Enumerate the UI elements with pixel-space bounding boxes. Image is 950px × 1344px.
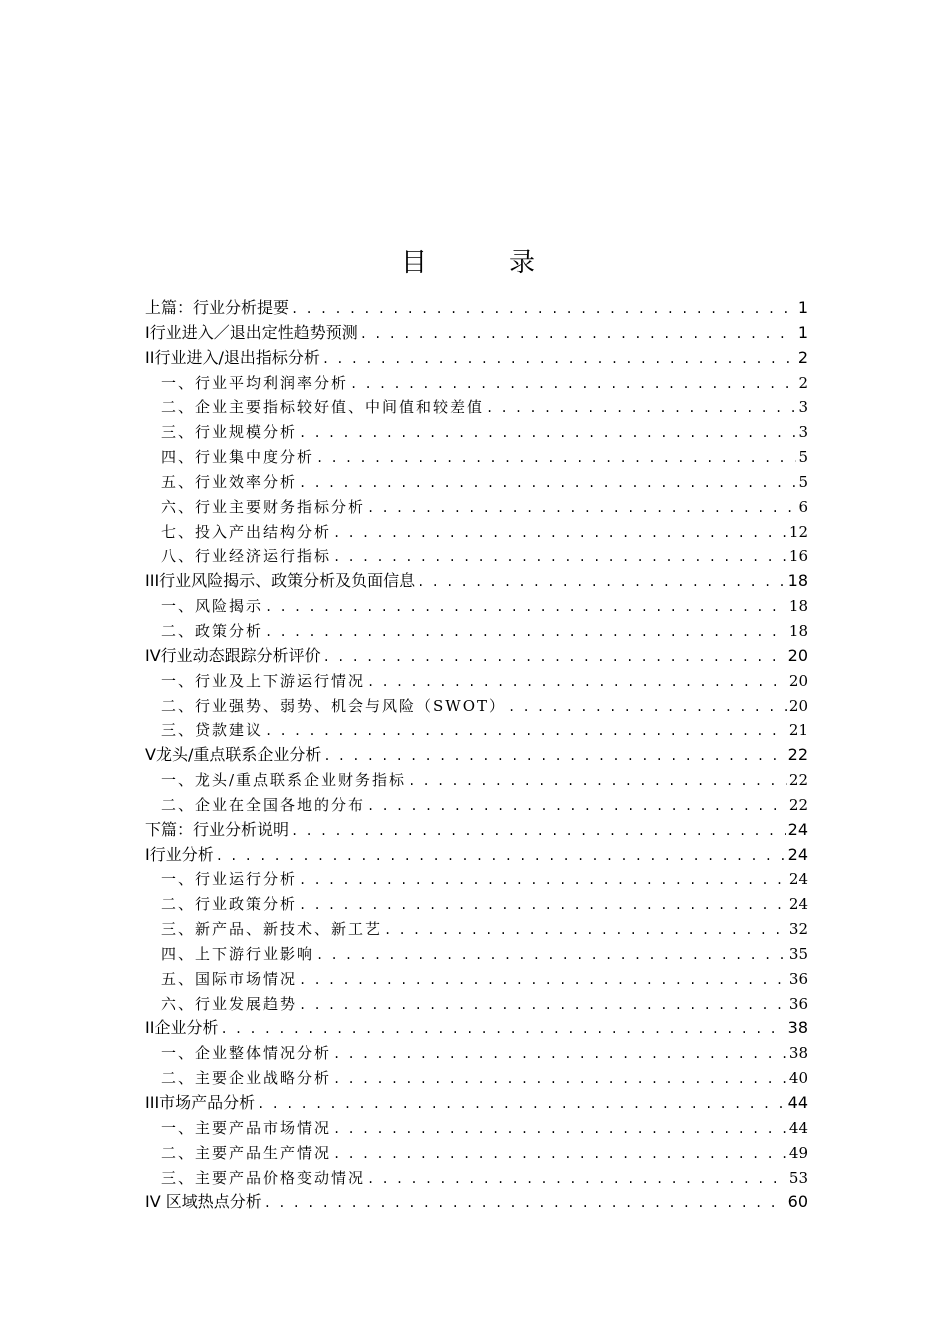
toc-entry-label: 二、政策分析 <box>161 621 264 640</box>
toc-entry[interactable] <box>145 569 808 594</box>
toc-dot-leader <box>299 420 796 445</box>
toc-entry[interactable] <box>145 1141 808 1166</box>
toc-entry-label: I行业分析 <box>145 844 214 864</box>
toc-entry-label: V龙头/重点联系企业分析 <box>145 745 322 765</box>
toc-dot-leader <box>508 694 787 719</box>
toc-page-number: 53 <box>788 1168 808 1187</box>
toc-dot-leader <box>360 321 796 346</box>
toc-entry-label: 一、风险揭示 <box>161 597 264 616</box>
toc-entry[interactable] <box>145 296 808 321</box>
toc-page-number: 21 <box>788 721 808 740</box>
toc-page-number: 32 <box>788 920 808 939</box>
toc-entry[interactable] <box>145 1091 808 1116</box>
toc-page-number: 6 <box>798 497 808 516</box>
toc-entry[interactable] <box>145 470 808 495</box>
toc-entry[interactable] <box>145 371 808 396</box>
toc-dot-leader <box>367 495 796 520</box>
toc-dot-leader <box>350 371 796 396</box>
toc-page-number: 44 <box>788 1118 808 1137</box>
toc-page-number: 22 <box>788 795 808 814</box>
toc-dot-leader <box>291 296 796 321</box>
toc-page-number: 35 <box>788 944 808 963</box>
toc-entry-label: 四、上下游行业影响 <box>161 944 315 963</box>
toc-entry-label: IV行业动态跟踪分析评价 <box>145 645 321 665</box>
toc-dot-leader <box>291 818 786 843</box>
toc-entry[interactable] <box>145 1190 808 1215</box>
toc-entry[interactable] <box>145 395 808 420</box>
toc-dot-leader <box>333 1041 787 1066</box>
toc-entry-label: 三、新产品、新技术、新工艺 <box>161 920 383 939</box>
toc-page-number: 18 <box>788 597 808 616</box>
toc-entry-label: 三、行业规模分析 <box>161 423 298 442</box>
toc-page-number: 60 <box>787 1192 808 1212</box>
toc-dot-leader <box>408 768 787 793</box>
toc-entry[interactable] <box>145 843 808 868</box>
toc-entry-label: 下篇：行业分析说明 <box>145 819 290 839</box>
toc-dot-leader <box>299 967 787 992</box>
toc-entry[interactable] <box>145 867 808 892</box>
table-of-contents <box>145 296 808 1215</box>
toc-page-number: 3 <box>798 398 808 417</box>
toc-entry[interactable] <box>145 594 808 619</box>
toc-entry-label: 二、行业强势、弱势、机会与风险（SWOT） <box>161 696 506 715</box>
toc-page-number: 20 <box>787 645 808 665</box>
toc-dot-leader <box>367 1166 787 1191</box>
toc-page-number: 49 <box>788 1143 808 1162</box>
toc-page-number: 5 <box>798 472 808 491</box>
toc-entry-label: 二、企业主要指标较好值、中间值和较差值 <box>161 398 485 417</box>
toc-page-number: 24 <box>787 819 808 839</box>
toc-entry[interactable] <box>145 1066 808 1091</box>
toc-entry-label: III市场产品分析 <box>145 1093 256 1112</box>
toc-dot-leader <box>299 992 787 1017</box>
toc-entry-label: 三、主要产品价格变动情况 <box>161 1168 366 1187</box>
toc-dot-leader <box>265 619 787 644</box>
toc-entry[interactable] <box>145 346 808 371</box>
toc-entry[interactable] <box>145 420 808 445</box>
toc-entry-label: 上篇：行业分析提要 <box>145 298 290 317</box>
toc-dot-leader <box>367 669 787 694</box>
toc-entry-label: 五、行业效率分析 <box>161 472 298 491</box>
toc-dot-leader <box>264 1190 786 1215</box>
toc-entry[interactable] <box>145 1166 808 1191</box>
toc-entry[interactable] <box>145 768 808 793</box>
toc-entry-label: II企业分析 <box>145 1018 219 1038</box>
toc-entry[interactable] <box>145 1041 808 1066</box>
toc-entry-label: 二、主要产品生产情况 <box>161 1143 332 1162</box>
toc-entry-label: 一、龙头/重点联系企业财务指标 <box>161 771 407 790</box>
toc-page-number: 22 <box>788 771 808 790</box>
toc-dot-leader <box>265 594 787 619</box>
toc-entry-label: 八、行业经济运行指标 <box>161 547 332 566</box>
toc-entry-label: 四、行业集中度分析 <box>161 448 315 467</box>
toc-page-number: 1 <box>797 298 808 317</box>
toc-dot-leader <box>322 346 796 371</box>
toc-entry-label: I行业进入／退出定性趋势预测 <box>145 322 358 342</box>
toc-dot-leader <box>333 1141 787 1166</box>
toc-page-number: 5 <box>798 448 808 467</box>
toc-page-number: 2 <box>798 373 808 392</box>
toc-page-number: 40 <box>788 1069 808 1088</box>
toc-entry[interactable] <box>145 718 808 743</box>
toc-entry[interactable] <box>145 1116 808 1141</box>
toc-entry-label: 二、行业政策分析 <box>161 895 298 914</box>
toc-entry[interactable] <box>145 942 808 967</box>
toc-page-number: 38 <box>787 1018 808 1038</box>
toc-dot-leader <box>323 644 786 669</box>
toc-entry-label: IV 区域热点分析 <box>145 1192 262 1212</box>
toc-page-number: 18 <box>787 571 808 591</box>
toc-dot-leader <box>384 917 787 942</box>
toc-page-number: 3 <box>798 423 808 442</box>
toc-page-number: 22 <box>787 745 808 765</box>
toc-dot-leader <box>333 520 787 545</box>
toc-page-number: 16 <box>788 547 808 566</box>
toc-dot-leader <box>316 942 787 967</box>
toc-dot-leader <box>333 544 787 569</box>
toc-entry-label: II行业进入/退出指标分析 <box>145 347 320 367</box>
toc-entry[interactable] <box>145 967 808 992</box>
toc-page-number: 38 <box>788 1044 808 1063</box>
toc-entry-label: 一、行业运行分析 <box>161 870 298 889</box>
toc-entry[interactable] <box>145 644 808 669</box>
toc-entry-label: 二、企业在全国各地的分布 <box>161 795 366 814</box>
toc-entry-label: 三、贷款建议 <box>161 721 264 740</box>
toc-page-number: 20 <box>788 696 808 715</box>
toc-dot-leader <box>299 892 787 917</box>
toc-dot-leader <box>299 867 787 892</box>
toc-entry[interactable] <box>145 619 808 644</box>
toc-page-number: 12 <box>788 522 808 541</box>
toc-page-number: 44 <box>787 1093 808 1112</box>
toc-entry-label: 六、行业发展趋势 <box>161 994 298 1013</box>
toc-entry-label: III行业风险揭示、政策分析及负面信息 <box>145 571 416 591</box>
toc-dot-leader <box>333 1066 787 1091</box>
toc-entry[interactable] <box>145 793 808 818</box>
toc-page-number: 24 <box>788 870 808 889</box>
toc-page-number: 24 <box>788 895 808 914</box>
toc-entry-label: 一、行业及上下游运行情况 <box>161 671 366 690</box>
toc-entry-label: 七、投入产出结构分析 <box>161 522 332 541</box>
toc-entry[interactable] <box>145 669 808 694</box>
toc-entry[interactable] <box>145 495 808 520</box>
toc-entry-label: 一、企业整体情况分析 <box>161 1044 332 1063</box>
toc-page-number: 36 <box>788 969 808 988</box>
toc-title: 目 录 <box>400 248 563 278</box>
toc-entry-label: 五、国际市场情况 <box>161 969 298 988</box>
toc-dot-leader <box>265 718 787 743</box>
toc-entry[interactable] <box>145 445 808 470</box>
toc-dot-leader <box>486 395 796 420</box>
toc-entry[interactable] <box>145 520 808 545</box>
toc-entry[interactable] <box>145 1016 808 1041</box>
toc-entry-label: 六、行业主要财务指标分析 <box>161 497 366 516</box>
toc-dot-leader <box>257 1091 785 1116</box>
toc-page-number: 1 <box>797 322 808 342</box>
toc-entry[interactable] <box>145 544 808 569</box>
toc-entry[interactable] <box>145 694 808 719</box>
toc-entry-label: 二、主要企业战略分析 <box>161 1069 332 1088</box>
toc-entry-label: 一、行业平均利润率分析 <box>161 373 349 392</box>
toc-entry[interactable] <box>145 992 808 1017</box>
toc-entry[interactable] <box>145 743 808 768</box>
toc-dot-leader <box>323 743 785 768</box>
toc-page-number: 18 <box>788 621 808 640</box>
toc-dot-leader <box>299 470 796 495</box>
toc-page-number: 36 <box>788 994 808 1013</box>
toc-entry-label: 一、主要产品市场情况 <box>161 1118 332 1137</box>
toc-dot-leader <box>367 793 787 818</box>
toc-dot-leader <box>216 843 786 868</box>
toc-dot-leader <box>333 1116 787 1141</box>
toc-dot-leader <box>316 445 796 470</box>
toc-dot-leader <box>417 569 785 594</box>
toc-page-number: 2 <box>797 347 808 367</box>
toc-entry[interactable] <box>145 917 808 942</box>
toc-entry[interactable] <box>145 818 808 843</box>
toc-entry[interactable] <box>145 321 808 346</box>
toc-entry[interactable] <box>145 892 808 917</box>
toc-page-number: 24 <box>787 844 808 864</box>
toc-dot-leader <box>220 1016 785 1041</box>
toc-page-number: 20 <box>788 671 808 690</box>
